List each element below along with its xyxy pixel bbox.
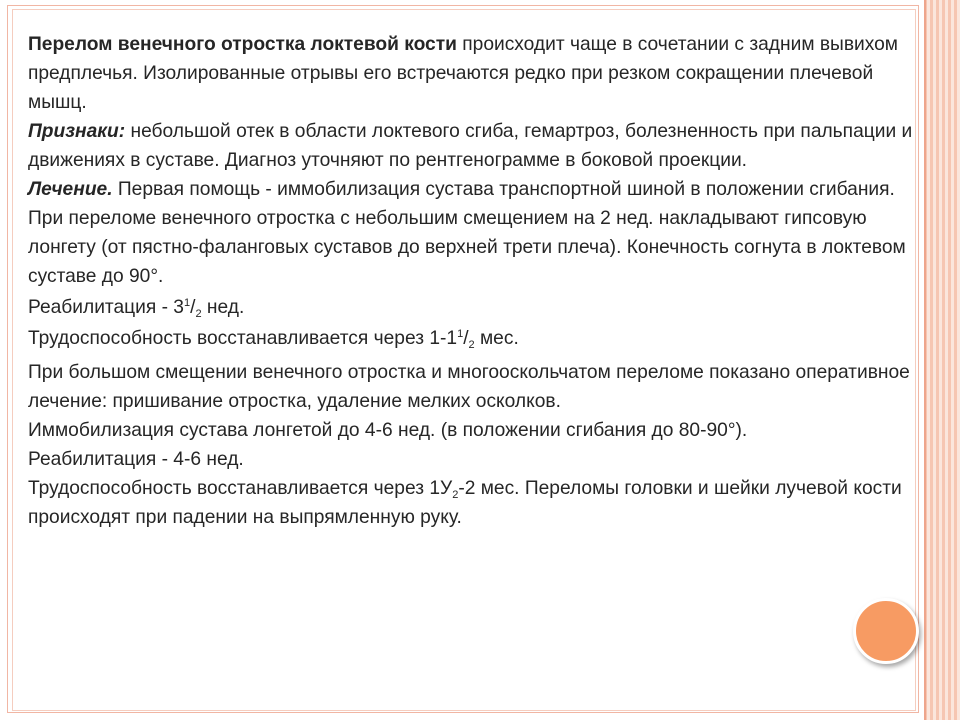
- intro-text: происходит чаще в сочетании с задним вывихом предплечья. Изолированные отрывы его встречаются редко при резком сокращении плечевой мышц.: [28, 34, 898, 113]
- work2-sub: 2: [452, 489, 459, 501]
- work1-suffix: мес.: [474, 328, 519, 349]
- decorative-circle: [853, 598, 919, 664]
- large-shift-paragraph: При большом смещении венечного отростка и многооскольчатом переломе показано оперативное лечение: пришивание отростка, удаление мелких осколков.: [28, 362, 910, 412]
- immobilization-line: Иммобилизация сустава лонгетой до 4-6 нед. (в положении сгибания до 80-90°).: [28, 420, 748, 441]
- decorative-stripes: [924, 0, 960, 720]
- treatment-label: Лечение.: [28, 179, 113, 200]
- work1-line: [28, 324, 928, 353]
- work1-sup: 1: [457, 328, 464, 340]
- rehab1-sub: 2: [195, 308, 202, 320]
- rehab2-line: Реабилитация - 4-6 нед.: [28, 449, 244, 470]
- signs-text: небольшой отек в области локтевого сгиба, гемартроз, болезненность при пальпации и движениях в суставе. Диагноз уточняют по рентгенограмме в боковой проекции.: [28, 121, 913, 171]
- work2-prefix: Трудоспособность восстанавливается через 1У: [28, 478, 453, 499]
- rehab1-slash: /: [190, 297, 196, 318]
- small-shift-paragraph: При переломе венечного отростка с небольшим смещением на 2 нед. накладывают гипсовую лонгету (от пястно-фаланговых суставов до верхней трети плеча). Конечность согнута в локтевом суставе до 90°.: [28, 208, 906, 287]
- intro-heading: Перелом венечного отростка локтевой кости: [28, 34, 457, 55]
- rehab1-sup: 1: [183, 297, 191, 309]
- work1-sub: 2: [468, 339, 475, 351]
- rehab1-prefix: Реабилитация - 3: [28, 297, 184, 318]
- treatment-text: Первая помощь - иммобилизация сустава транспортной шиной в положении сгибания.: [112, 179, 895, 200]
- signs-label: Признаки:: [28, 121, 126, 142]
- work1-slash: /: [463, 328, 469, 349]
- slide-body: [28, 30, 928, 532]
- work2-suffix: -2 мес. Переломы головки и шейки лучевой кости происходят при падении на выпрямленную руку.: [28, 478, 902, 528]
- intro-paragraph: [28, 30, 928, 117]
- rehab1-suffix: нед.: [201, 297, 245, 318]
- signs-paragraph: [28, 117, 928, 175]
- treatment-paragraph: [28, 175, 928, 204]
- rehab1-line: [28, 293, 928, 322]
- work1-prefix: Трудоспособность восстанавливается через 1-1: [28, 328, 458, 349]
- work2-paragraph: [28, 474, 928, 532]
